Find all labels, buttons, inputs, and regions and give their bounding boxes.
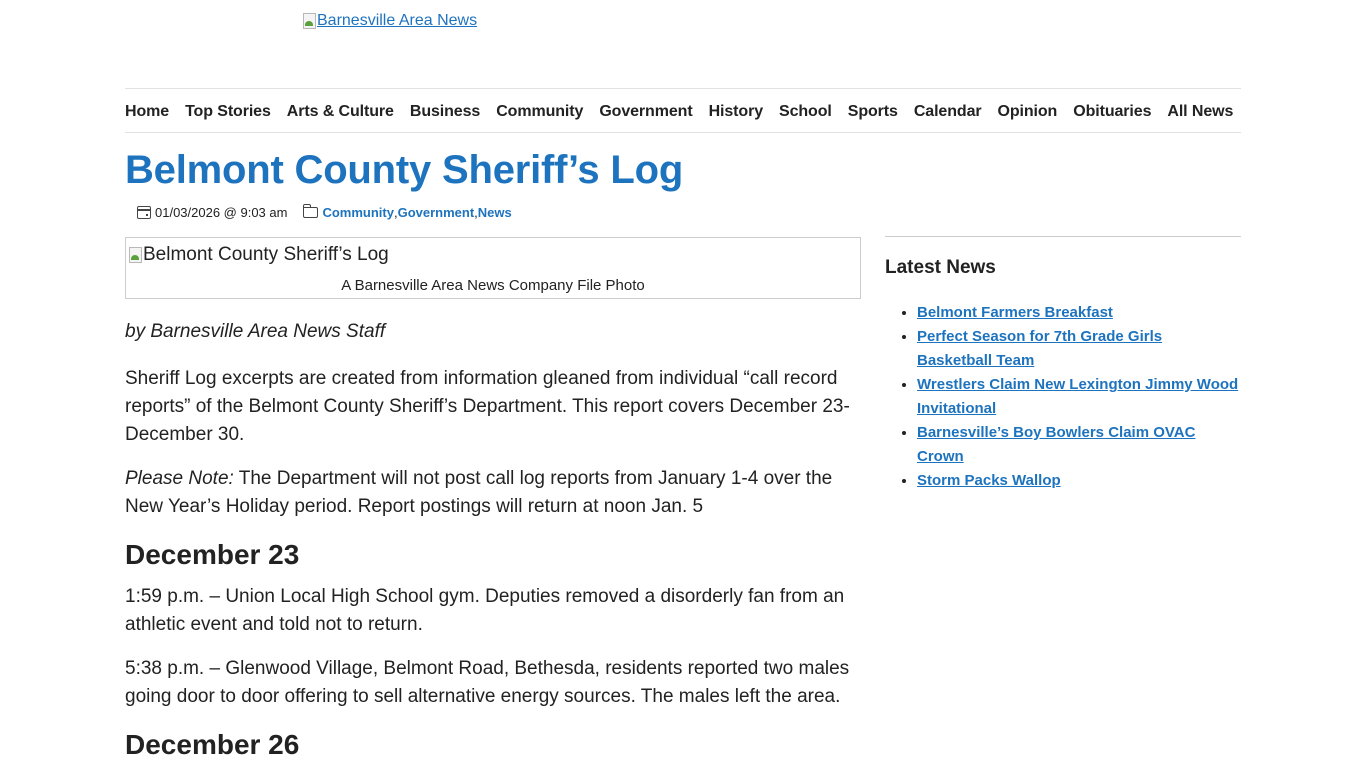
- main-navigation: [125, 88, 1241, 133]
- article-date: 01/03/2026 @ 9:03 am: [155, 205, 288, 220]
- list-item: [917, 469, 1241, 493]
- log-entry: 1:59 p.m. – Union Local High School gym. Deputies removed a disorderly fan from an athletic event and told not to return.: [125, 586, 845, 635]
- broken-image-icon: [128, 247, 142, 263]
- latest-news-link[interactable]: Perfect Season for 7th Grade Girls Basketball Team: [917, 328, 1163, 369]
- category-link-community[interactable]: Community: [322, 205, 394, 220]
- note-text: The Department will not post call log reports from January 1-4 over the New Year’s Holiday period. Report postings will return at noon Jan. 5: [125, 468, 833, 517]
- section-heading: December 23: [125, 539, 300, 570]
- nav-item-opinion[interactable]: Opinion: [997, 103, 1058, 120]
- list-item: [917, 301, 1241, 325]
- nav-item-government[interactable]: Government: [599, 103, 693, 120]
- nav-item-all-news[interactable]: All News: [1167, 103, 1234, 120]
- article-body: [125, 318, 865, 773]
- latest-news-link[interactable]: Wrestlers Claim New Lexington Jimmy Wood Invitational: [917, 376, 1239, 417]
- folder-icon: [303, 207, 318, 218]
- nav-item-top-stories[interactable]: Top Stories: [185, 103, 271, 120]
- note-label: Please Note:: [125, 468, 234, 489]
- featured-image-alt-text: Belmont County Sheriff’s Log: [143, 244, 389, 265]
- category-separator: ,: [393, 205, 398, 220]
- nav-item-arts-culture[interactable]: Arts & Culture: [286, 103, 394, 120]
- latest-news-list: [885, 301, 1241, 493]
- site-header: [0, 0, 1366, 88]
- sidebar-title: Latest News: [885, 257, 996, 278]
- article-note: [125, 465, 865, 521]
- article-intro: Sheriff Log excerpts are created from information gleaned from individual “call record reports” of the Belmont County Sheriff’s Department. This report covers December 23-December 30.: [125, 368, 850, 445]
- latest-news-link[interactable]: Belmont Farmers Breakfast: [917, 304, 1113, 321]
- nav-item-history[interactable]: History: [708, 103, 763, 120]
- category-link-news[interactable]: News: [477, 205, 512, 220]
- nav-item-business[interactable]: Business: [409, 103, 481, 120]
- broken-image-icon: [302, 13, 316, 29]
- list-item: [917, 325, 1241, 373]
- list-item: [917, 373, 1241, 421]
- article-featured-image: [125, 237, 861, 299]
- log-entry: 5:38 p.m. – Glenwood Village, Belmont Road, Bethesda, residents reported two males going door to door offering to sell alternative energy sources. The males left the area.: [125, 658, 850, 707]
- latest-news-link[interactable]: Storm Packs Wallop: [917, 472, 1061, 489]
- site-logo-alt-text: Barnesville Area News: [317, 12, 478, 29]
- site-logo-link[interactable]: [302, 12, 477, 30]
- category-separator: ,: [474, 205, 478, 220]
- nav-item-obituaries[interactable]: Obituaries: [1073, 103, 1152, 120]
- nav-item-community[interactable]: Community: [496, 103, 584, 120]
- image-caption: A Barnesville Area News Company File Photo: [341, 277, 645, 294]
- section-heading: December 26: [125, 729, 300, 760]
- latest-news-link[interactable]: Barnesville’s Boy Bowlers Claim OVAC Crown: [917, 424, 1196, 465]
- featured-image-alt: [128, 244, 389, 266]
- nav-item-sports[interactable]: Sports: [847, 103, 898, 120]
- nav-item-home[interactable]: Home: [125, 103, 170, 120]
- article-title: Belmont County Sheriff’s Log: [125, 148, 684, 192]
- article-meta: [137, 205, 512, 220]
- article-byline: by Barnesville Area News Staff: [125, 321, 386, 342]
- list-item: [917, 421, 1241, 469]
- sidebar-latest-news: [885, 236, 1241, 493]
- nav-item-school[interactable]: School: [779, 103, 832, 120]
- calendar-icon: [137, 206, 151, 219]
- category-link-government[interactable]: Government: [397, 205, 475, 220]
- nav-item-calendar[interactable]: Calendar: [913, 103, 982, 120]
